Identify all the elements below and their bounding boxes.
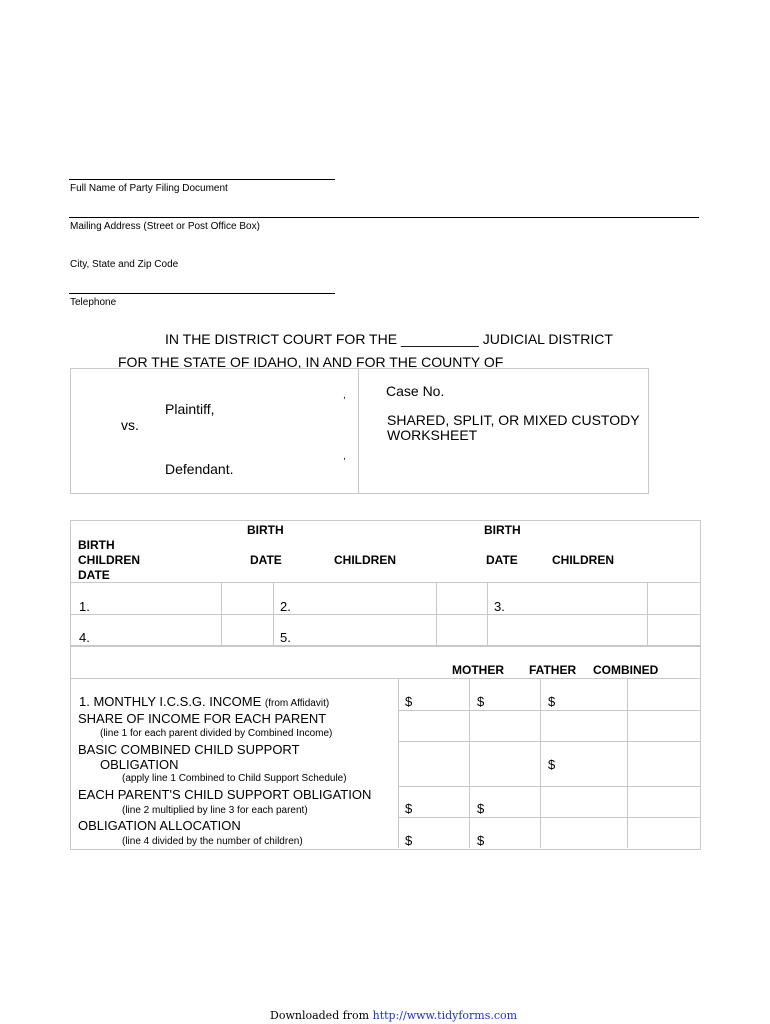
- children-table-header-divider: [70, 582, 700, 583]
- child-row-2-a: 4.: [79, 630, 90, 645]
- children-col-line-5: [647, 582, 648, 645]
- income-row-divider-2: [398, 741, 700, 742]
- child-row-1-a: 1.: [79, 599, 90, 614]
- income-line-4-main: EACH PARENT'S CHILD SUPPORT OBLIGATION: [78, 787, 372, 802]
- children-col-line-4: [487, 582, 488, 645]
- income-line-5-note: (line 4 divided by the number of children): [122, 836, 303, 847]
- dollar-l4-mother: $: [405, 801, 413, 816]
- case-no-label: Case No.: [386, 383, 445, 399]
- income-row-divider-3: [398, 786, 700, 787]
- dollar-l1-combined: $: [548, 694, 556, 709]
- dollar-l5-mother: $: [405, 833, 413, 848]
- income-line-3-note: (apply line 1 Combined to Child Support Schedule): [122, 773, 347, 784]
- income-line-3-main-a: BASIC COMBINED CHILD SUPPORT: [78, 742, 300, 757]
- footer: [270, 1009, 517, 1022]
- court-heading-text-a: IN THE DISTRICT COURT FOR THE: [165, 331, 398, 347]
- child-row-2-b: 5.: [280, 630, 291, 645]
- child-row-1-b: 2.: [280, 599, 291, 614]
- income-row-divider-1: [398, 710, 700, 711]
- full-name-label: Full Name of Party Filing Document: [70, 183, 228, 194]
- footer-link[interactable]: http://www.tidyforms.com: [372, 1009, 518, 1022]
- mailing-address-label: Mailing Address (Street or Post Office Box): [70, 221, 260, 232]
- dollar-l1-mother: $: [405, 694, 413, 709]
- income-col-line-4: [627, 678, 628, 848]
- telephone-line: [69, 293, 335, 294]
- child-row-1-c: 3.: [494, 599, 505, 614]
- income-row-divider-0: [70, 678, 700, 679]
- caption-comma-2: ,: [343, 451, 346, 462]
- children-table: [70, 520, 701, 647]
- court-heading-text-b: JUDICIAL DISTRICT: [482, 331, 613, 347]
- judicial-district-blank: __________: [400, 331, 479, 347]
- dollar-l4-father: $: [477, 801, 485, 816]
- income-col-line-2: [469, 678, 470, 848]
- dollar-l5-father: $: [477, 833, 485, 848]
- date-header-2: DATE: [486, 553, 518, 567]
- income-line-2-note: (line 1 for each parent divided by Combined Income): [100, 728, 333, 739]
- income-col-line-1: [398, 678, 399, 848]
- income-line-2-main: SHARE OF INCOME FOR EACH PARENT: [78, 711, 327, 726]
- children-table-row-divider: [70, 614, 700, 615]
- mailing-address-line: [69, 217, 699, 218]
- children-col-line-3: [436, 582, 437, 645]
- income-col-line-3: [540, 678, 541, 848]
- worksheet-title-line1: SHARED, SPLIT, OR MIXED CUSTODY: [387, 412, 640, 428]
- birth-header-2: BIRTH: [484, 523, 521, 537]
- left-header-date: DATE: [78, 568, 110, 582]
- income-line-4-note: (line 2 multiplied by line 3 for each parent): [122, 805, 308, 816]
- defendant-label: Defendant.: [165, 461, 234, 477]
- telephone-label: Telephone: [70, 297, 117, 308]
- full-name-line: [69, 179, 335, 180]
- children-left-header: [78, 538, 140, 583]
- caption-comma-1: ,: [343, 390, 346, 401]
- city-state-zip-label: City, State and Zip Code: [70, 259, 179, 270]
- dollar-l1-father: $: [477, 694, 485, 709]
- plaintiff-label: Plaintiff,: [165, 401, 215, 417]
- children-header-1: CHILDREN: [334, 553, 396, 567]
- court-heading-line2: FOR THE STATE OF IDAHO, IN AND FOR THE COUNTY OF: [118, 354, 504, 370]
- children-header-2: CHILDREN: [552, 553, 614, 567]
- left-header-children: CHILDREN: [78, 553, 140, 567]
- mother-header: MOTHER: [452, 663, 504, 677]
- vs-label: vs.: [121, 417, 139, 433]
- combined-header: COMBINED: [593, 663, 659, 677]
- dollar-l3-combined: $: [548, 757, 556, 772]
- income-line-1-note: (from Affidavit): [264, 698, 330, 709]
- income-line-5-main: OBLIGATION ALLOCATION: [78, 818, 241, 833]
- date-header-1: DATE: [250, 553, 282, 567]
- worksheet-title: [387, 413, 640, 443]
- children-col-line-2: [273, 582, 274, 645]
- footer-prefix: Downloaded from: [270, 1009, 370, 1022]
- income-line-1-main: 1. MONTHLY I.C.S.G. INCOME: [79, 694, 262, 709]
- income-line-1: [79, 694, 329, 709]
- income-row-divider-4: [398, 817, 700, 818]
- caption-divider: [358, 368, 359, 494]
- father-header: FATHER: [529, 663, 577, 677]
- children-col-line-1: [221, 582, 222, 645]
- court-heading-line1: [165, 331, 613, 347]
- worksheet-title-line2: WORKSHEET: [387, 427, 478, 443]
- income-line-3-main-b: OBLIGATION: [100, 757, 179, 772]
- left-header-birth: BIRTH: [78, 538, 115, 552]
- birth-header-1: BIRTH: [247, 523, 284, 537]
